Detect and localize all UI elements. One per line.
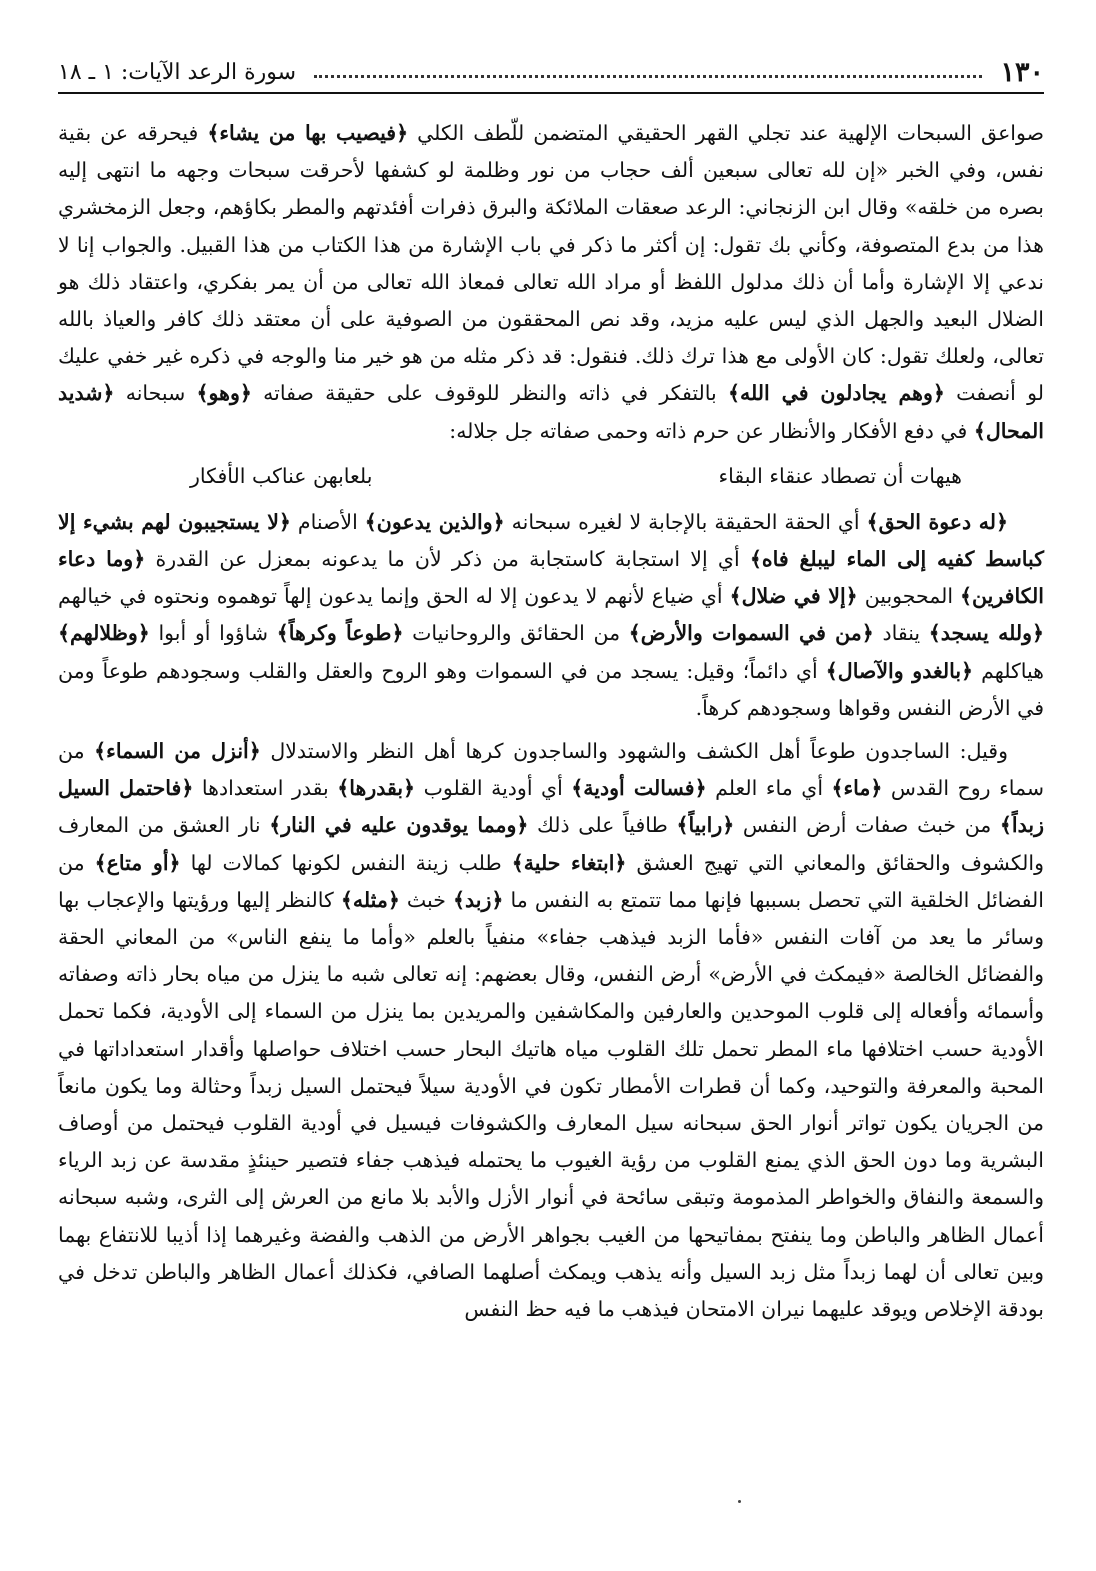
- text-run: من خبث صفات أرض النفس: [734, 813, 1000, 838]
- quran-quote: ﴿وهو﴾: [196, 381, 252, 406]
- text-run: أي إلا استجابة كاستجابة من ذكر لأن ما يدعونه بمعزل عن القدرة: [145, 547, 750, 572]
- text-run: أي ماء العلم: [706, 776, 832, 801]
- text-run: من الفضائل الخلقية التي تحصل بسببها فإنها مما تتمتع به النفس ما: [58, 850, 1044, 912]
- quran-quote: ﴿لا يستجيبون لهم بشيء إلا كباسط كفيه إلى الماء ليبلغ فاه﴾: [58, 509, 1045, 572]
- quran-quote: ﴿بالغدو والآصال﴾: [825, 658, 974, 683]
- text-run: بالتفكر في ذاته والنظر للوقوف على حقيقة صفاته: [251, 381, 729, 406]
- quran-quote: ﴿فاحتمل السيل زبداً﴾: [58, 776, 1044, 838]
- page-body: [58, 115, 1044, 1328]
- text-run: ينقاد: [873, 621, 929, 646]
- quran-quote: ﴿أو متاع﴾: [94, 850, 181, 875]
- text-run: شاؤوا أو أبوا: [149, 621, 277, 646]
- text-run: من سماء روح القدس: [58, 739, 1045, 801]
- verse-hemistich-first: هيهات أن تصطاد عنقاء البقاء: [718, 463, 962, 488]
- text-run: أي ضياع لأنهم لا يدعون إلا له الحق وإنما يدعون إلهاً توهموه ونحتوه في خيالهم: [58, 584, 730, 609]
- scan-speck: [738, 1500, 741, 1503]
- paragraph: [58, 115, 1044, 450]
- quran-quote: ﴿فيصيب بها من يشاء﴾: [207, 121, 409, 145]
- quran-quote: ﴿ابتغاء حلية﴾: [511, 850, 627, 875]
- page-number: ١٣٠: [1000, 56, 1044, 88]
- text-run: وقيل: الساجدون طوعاً أهل الكشف والشهود والساجدون كرها أهل النظر والاستدلال: [260, 739, 1008, 764]
- quran-quote: ﴿فسالت أودية﴾: [571, 776, 707, 801]
- running-header: [58, 52, 1044, 94]
- text-run: سبحانه: [114, 381, 197, 406]
- quran-quote: ﴿ماء﴾: [831, 776, 883, 801]
- quran-quote: ﴿وما دعاء الكافرين﴾: [58, 547, 1044, 609]
- text-run: الأصنام: [290, 509, 365, 534]
- text-run: في دفع الأفكار والأنظار عن حرم ذاته وحمى صفاته جل جلاله:: [449, 418, 974, 443]
- text-run: أي دائماً؛ وقيل: يسجد من في السموات وهو الروح والعقل والقلب وسجودهم طوعاً ومن في الأرض النفس وقواها وسجودهم كرهاً.: [58, 658, 1044, 720]
- text-run: خبث: [399, 887, 454, 912]
- surah-title: سورة الرعد الآيات: ١ ـ ١٨: [58, 59, 297, 85]
- text-run: طلب زينة النفس لكونها كمالات لها: [180, 850, 512, 875]
- text-run: أي أودية القلوب: [415, 776, 572, 801]
- text-run: المحجوبين: [857, 584, 961, 609]
- paragraph: [58, 733, 1044, 1328]
- quran-quote: ﴿من في السموات والأرض﴾: [628, 621, 874, 646]
- quran-quote: ﴿طوعاً وكرهاً﴾: [276, 621, 404, 646]
- text-run: صواعق السبحات الإلهية عند تجلي القهر الحقيقي المتضمن للّطف الكلي: [408, 121, 1044, 145]
- text-run: كالنظر إليها ورؤيتها والإعجاب بها وسائر ما يعد من آفات النفس «فأما الزبد فيذهب جفاء» منفياً بالعلم «وأما ما ينفع الناس» من المعاني الحقة والفضائل الخالصة «فيمكث في الأرض» أرض النفس، وقال بعضهم: إنه تعالى شبه ما ينزل من مياه بحار ذاته وصفاته وأسمائه وأفعاله إلى قلوب الموحدين والعارفين والمكاشفين والمريدين بما ينزل من السماء إلى الأودية، فكما تحمل الأودية حسب اختلافها ماء المطر تحمل تلك القلوب مياه هاتيك البحار حسب اختلاف حواصلها وأقدار استعداداتها في المحبة والمعرفة والتوحيد، وكما أن قطرات الأمطار تكون في الأودية سيلاً فيحتمل السيل زبداً وحثالة وما يكون مانعاً من الجريان يكون تواتر أنوار الحق سبحانه سيل المعارف والكشوفات فيسيل في أودية القلوب فيحتمل من أوصاف البشرية وما دون الحق الذي يمنع القلوب من رؤية الغيوب ما يحتمله فيذهب جفاء فتصير حينئذٍ مقدسة عن زبد الرياء والسمعة والنفاق والخواطر المذمومة وتبقى سائحة في أنوار الأزل والأبد بلا مانع من العرش إلى الثرى، وشبه سبحانه أعمال الظاهر والباطن وما ينفتح بمفاتيحها من الغيب بجواهر الأرض من الذهب والفضة وغيرهما إذا أذيبا للانتفاع بهما وبين تعالى أن لهما زبداً مثل زبد السيل وأنه يذهب ويمكث أصلهما الصافي، فكذلك أعمال الظاهر والباطن تدخل في بودقة الإخلاص ويوقد عليهما نيران الامتحان فيذهب ما فيه حظ النفس: [58, 887, 1044, 1322]
- quran-quote: ﴿ومما يوقدون عليه في النار﴾: [269, 813, 529, 838]
- quran-quote: ﴿مثله﴾: [340, 887, 400, 912]
- text-run: فيحرقه عن بقية نفس، وفي الخبر «إن لله تعالى سبعين ألف حجاب من نور وظلمة لو كشفها لأحرقت سبحات وجهه ما انتهى إليه بصره من خلقه» وقال ابن الزنجاني: الرعد صعقات الملائكة والبرق ذفرات أفئدتهم والمطر بكاؤهم، وجعل الزمخشري هذا من بدع المتصوفة، وكأني بك تقول: إن أكثر ما ذكر في باب الإشارة من هذا الكتاب من هذا القبيل. والجواب إنا لا ندعي إلا الإشارة وأما أن ذلك مدلول اللفظ أو مراد الله تعالى فمعاذ الله تعالى من أن يمر بفكري، واعتقاد ذلك هو الضلال البعيد والجهل الذي ليس عليه مزيد، وقد نص المحققون من الصوفية على أن معتقد ذلك كافر والعياذ بالله تعالى، ولعلك تقول: كان الأولى مع هذا ترك ذلك. فنقول: قد ذكر مثله من هو خير منا والوجه في ذكره غير خفي عليك لو أنصفت: [58, 121, 1044, 406]
- text-run: طافياً على ذلك: [528, 813, 677, 838]
- quran-quote: ﴿وهم يجادلون في الله﴾: [728, 381, 945, 406]
- quran-quote: ﴿زبد﴾: [453, 887, 504, 912]
- text-run: نار العشق من المعارف والكشوف والحقائق والمعاني التي تهيج العشق: [58, 813, 1044, 875]
- quran-quote: ﴿بقدرها﴾: [337, 776, 416, 801]
- quran-quote: ﴿إلا في ضلال﴾: [729, 584, 858, 609]
- quran-quote: ﴿شديد المحال﴾: [58, 381, 1044, 443]
- quran-quote: ﴿ولله يسجد﴾: [928, 621, 1045, 646]
- text-run: هياكلهم: [973, 658, 1044, 683]
- text-run: أي الحقة الحقيقة بالإجابة لا لغيره سبحانه: [504, 509, 867, 534]
- quran-quote: ﴿وظلالهم﴾: [58, 621, 150, 646]
- verse-hemistich-second: بلعابهن عناكب الأفكار: [190, 463, 373, 488]
- quran-quote: ﴿والذين يدعون﴾: [364, 509, 505, 534]
- poetry-verse: [58, 458, 1044, 494]
- text-run: من الحقائق والروحانيات: [403, 621, 629, 646]
- text-run: بقدر استعدادها: [193, 776, 338, 801]
- header-leader-dots: [314, 75, 982, 78]
- paragraph: [58, 504, 1044, 727]
- quran-quote: ﴿أنزل من السماء﴾: [94, 739, 261, 764]
- quran-quote: ﴿له دعوة الحق﴾: [866, 509, 1009, 534]
- quran-quote: ﴿رابياً﴾: [676, 813, 735, 838]
